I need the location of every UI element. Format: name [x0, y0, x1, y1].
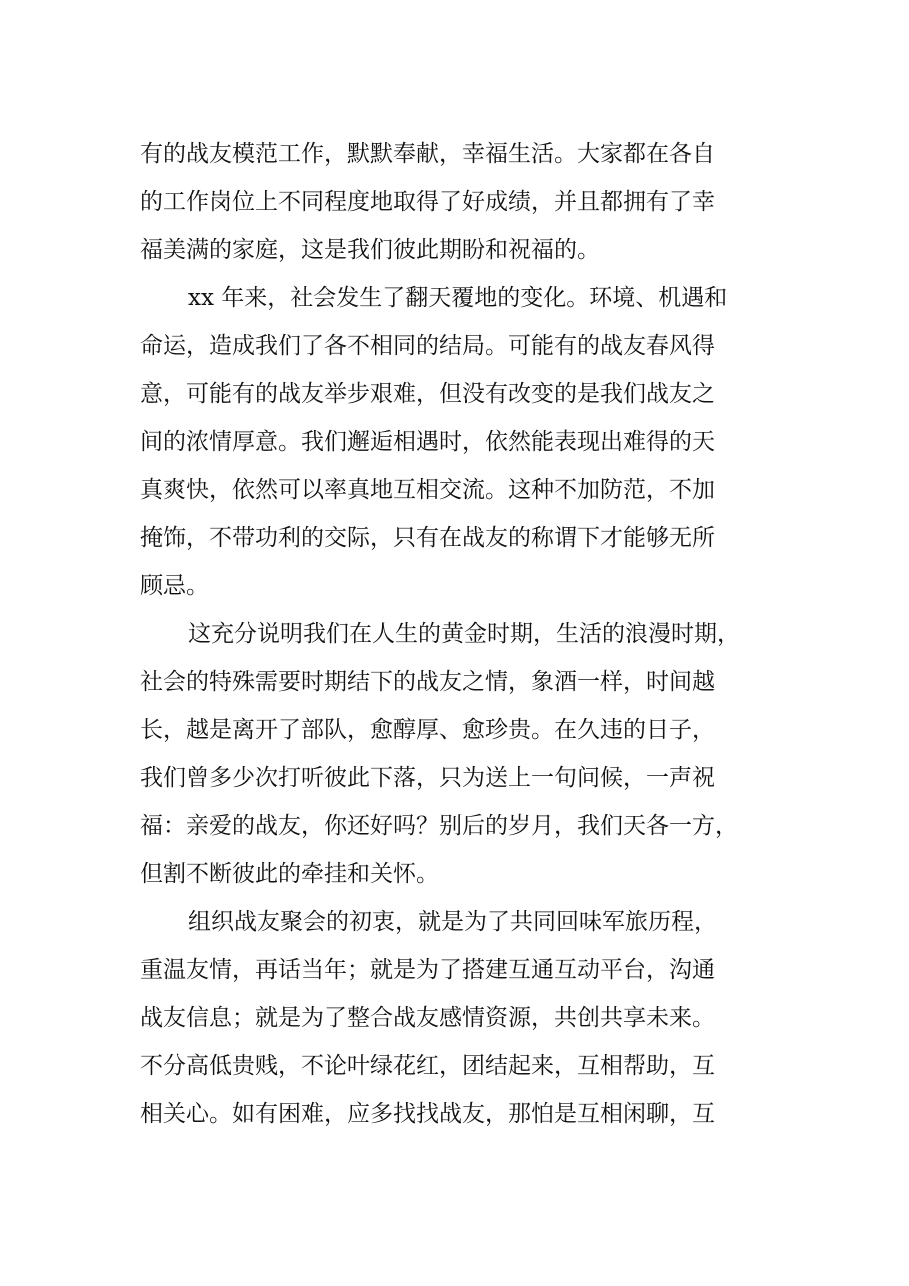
paragraph-2 [140, 274, 780, 610]
text-line: 重温友情，再话当年；就是为了搭建互通互动平台，沟通 [140, 957, 715, 983]
paragraph-1 [140, 130, 780, 274]
paragraph-3 [140, 610, 780, 898]
paragraph-4 [140, 898, 780, 1138]
text-line: 掩饰，不带功利的交际，只有在战友的称谓下才能够无所 [140, 525, 715, 551]
text-line: 意，可能有的战友举步艰难，但没有改变的是我们战友之 [140, 381, 715, 407]
text-line: 有的战友模范工作，默默奉献，幸福生活。大家都在各自 [140, 141, 715, 167]
text-line: 真爽快，依然可以率真地互相交流。这种不加防范，不加 [140, 477, 715, 503]
text-line: 组织战友聚会的初衷，就是为了共同回味军旅历程， [188, 909, 717, 935]
text-line: 战友信息；就是为了整合战友感情资源，共创共享未来。 [140, 1005, 715, 1031]
text-line: 间的浓情厚意。我们邂逅相遇时，依然能表现出难得的天 [140, 429, 715, 455]
text-line: 我们曾多少次打听彼此下落，只为送上一句问候，一声祝 [140, 765, 715, 791]
text-line: 不分高低贵贱，不论叶绿花红，团结起来，互相帮助，互 [140, 1053, 715, 1079]
text-line: 福美满的家庭，这是我们彼此期盼和祝福的。 [140, 237, 600, 263]
text-line: 长，越是离开了部队，愈醇厚、愈珍贵。在久违的日子， [140, 717, 715, 743]
text-line: 顾忌。 [140, 573, 209, 599]
text-line: 这充分说明我们在人生的黄金时期，生活的浪漫时期， [188, 621, 740, 647]
document-body [140, 130, 780, 1138]
text-line: 福：亲爱的战友，你还好吗？别后的岁月，我们天各一方， [140, 813, 738, 839]
text-line: 命运，造成我们了各不相同的结局。可能有的战友春风得 [140, 333, 715, 359]
text-line: 相关心。如有困难，应多找找战友，那怕是互相闲聊，互 [140, 1101, 715, 1127]
text-line: 的工作岗位上不同程度地取得了好成绩，并且都拥有了幸 [140, 189, 715, 215]
text-line: 社会的特殊需要时期结下的战友之情，象酒一样，时间越 [140, 669, 715, 695]
text-line: xx 年来，社会发生了翻天覆地的变化。环境、机遇和 [188, 285, 728, 311]
text-line: 但割不断彼此的牵挂和关怀。 [140, 861, 439, 887]
